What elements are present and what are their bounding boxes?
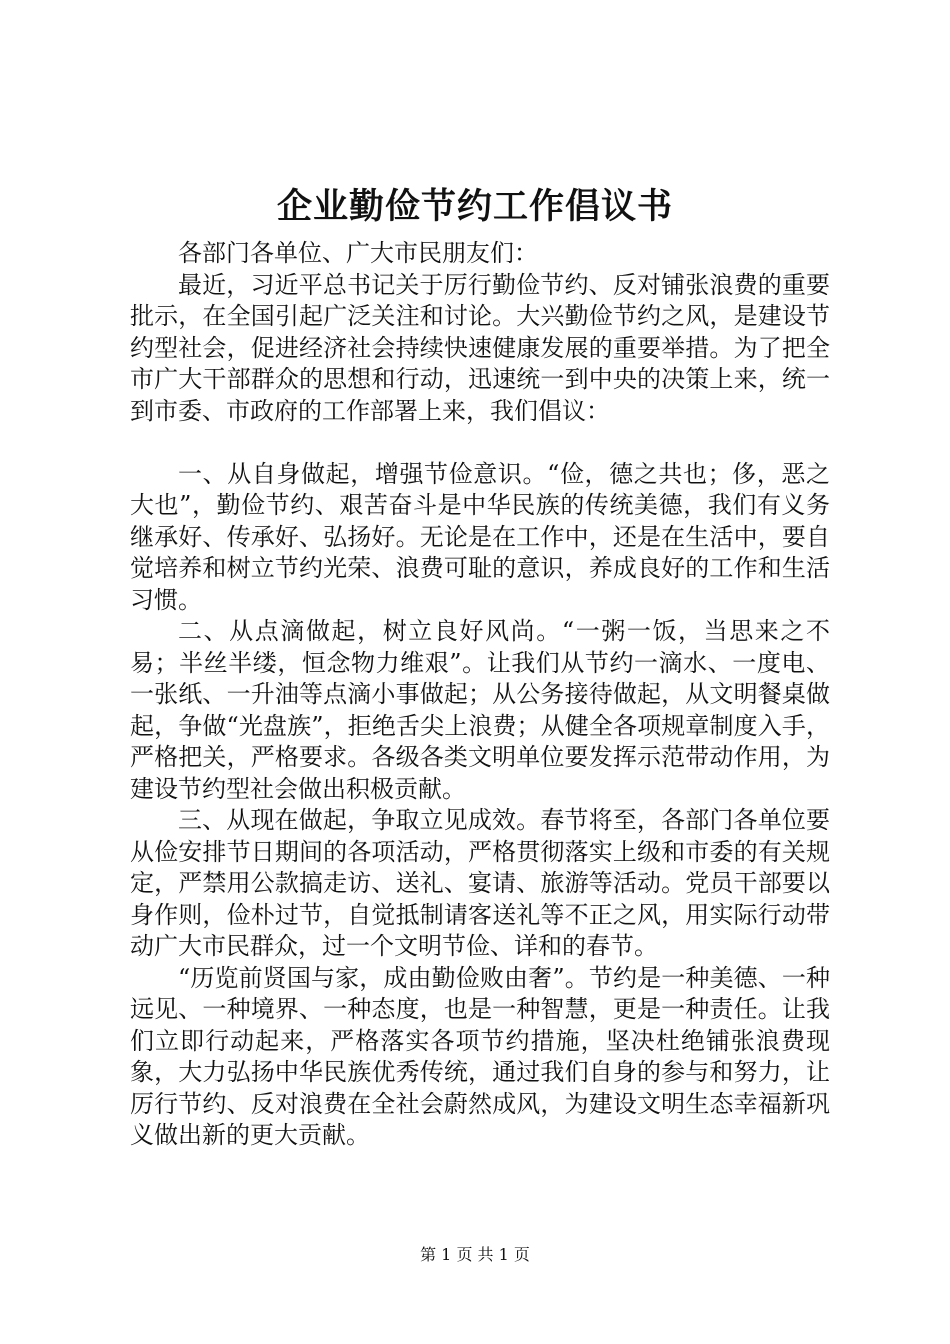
paragraph-closing: “历览前贤国与家，成由勤俭败由奢”。节约是一种美德、一种远见、一种境界、一种态度，也是一种智慧，更是一种责任。让我们立即行动起来，严格落实各项节约措施，坚决杜绝铺张浪费现象，大力弘扬中华民族优秀传统，通过我们自身的参与和努力，让厉行节约、反对浪费在全社会蔚然成风，为建设文明生态幸福新巩义做出新的更大贡献。 — [130, 963, 830, 1149]
paragraph-point-three: 三、从现在做起，争取立见成效。春节将至，各部门各单位要从俭安排节日期间的各项活动，严格贯彻落实上级和市委的有关规定，严禁用公款搞走访、送礼、宴请、旅游等活动。党员干部要以身作则，俭朴过节，自觉抵制请客送礼等不正之风，用实际行动带动广大市民群众，过一个文明节俭、详和的春节。 — [130, 806, 830, 960]
paragraph-intro: 最近，习近平总书记关于厉行勤俭节约、反对铺张浪费的重要批示，在全国引起广泛关注和讨论。大兴勤俭节约之风，是建设节约型社会，促进经济社会持续快速健康发展的重要举措。为了把全市广大干部群众的思想和行动，迅速统一到中央的决策上来，统一到市委、市政府的工作部署上来，我们倡议： — [130, 270, 830, 425]
paragraph-point-one: 一、从自身做起，增强节俭意识。“俭，德之共也；侈，恶之大也”，勤俭节约、艰苦奋斗是中华民族的传统美德，我们有义务继承好、传承好、弘扬好。无论是在工作中，还是在生活中，要自觉培养和树立节约光荣、浪费可耻的意识，养成良好的工作和生活习惯。 — [130, 459, 830, 614]
document-title: 企业勤俭节约工作倡议书 — [276, 186, 673, 227]
salutation: 各部门各单位、广大市民朋友们： — [178, 239, 538, 267]
page-number-footer: 第 1 页 共 1 页 — [420, 1245, 530, 1264]
document-body — [130, 238, 830, 1152]
paragraph-point-two: 二、从点滴做起，树立良好风尚。“一粥一饭，当思来之不易；半丝半缕，恒念物力维艰”。让我们从节约一滴水、一度电、一张纸、一升油等点滴小事做起；从公务接待做起，从文明餐桌做起，争做“光盘族”，拒绝舌尖上浪费；从健全各项规章制度入手，严格把关，严格要求。各级各类文明单位要发挥示范带动作用，为建设节约型社会做出积极贡献。 — [130, 617, 830, 803]
